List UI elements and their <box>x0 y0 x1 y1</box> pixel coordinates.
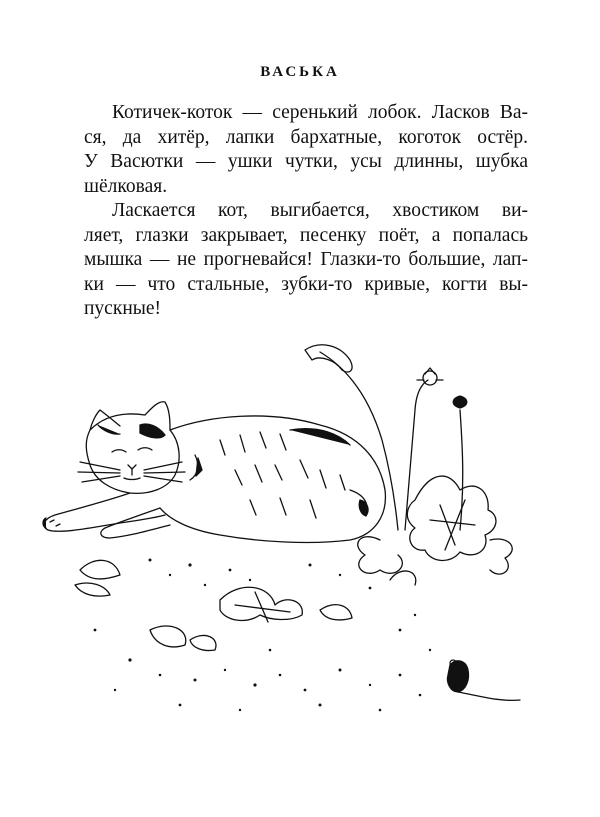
text-line: Ласкается кот, выгибается, хвостиком ви- <box>112 200 528 221</box>
story-text <box>84 101 528 322</box>
cat-icon <box>43 402 385 543</box>
text-line: шёлковая. <box>84 175 168 197</box>
text-line: ки — что стальные, зубки-то кривые, когти вы- <box>84 273 528 295</box>
text-line: Котичек-коток — серенький лобок. Ласков Ва- <box>112 102 528 123</box>
ground-dots <box>94 559 432 712</box>
paragraph-2 <box>84 199 528 322</box>
text-line: мышка — не прогневайся! Глазки-то большие, лап- <box>84 249 528 270</box>
text-line: У Васютки — ушки чутки, усы длинны, шубка <box>84 151 528 172</box>
paragraph-1 <box>84 101 528 199</box>
text-line: пускные! <box>84 298 162 319</box>
text-line: ляет, глазки закрывает, песенку поёт, а попалась <box>84 224 528 246</box>
leaves-icon <box>75 560 352 650</box>
text-line: ся, да хитёр, лапки бархатные, коготок остёр. <box>84 126 528 148</box>
page-title: ВАСЬКА <box>260 64 340 80</box>
cat-illustration <box>20 330 580 730</box>
dandelion-icon <box>305 345 512 585</box>
mouse-icon <box>447 660 520 700</box>
